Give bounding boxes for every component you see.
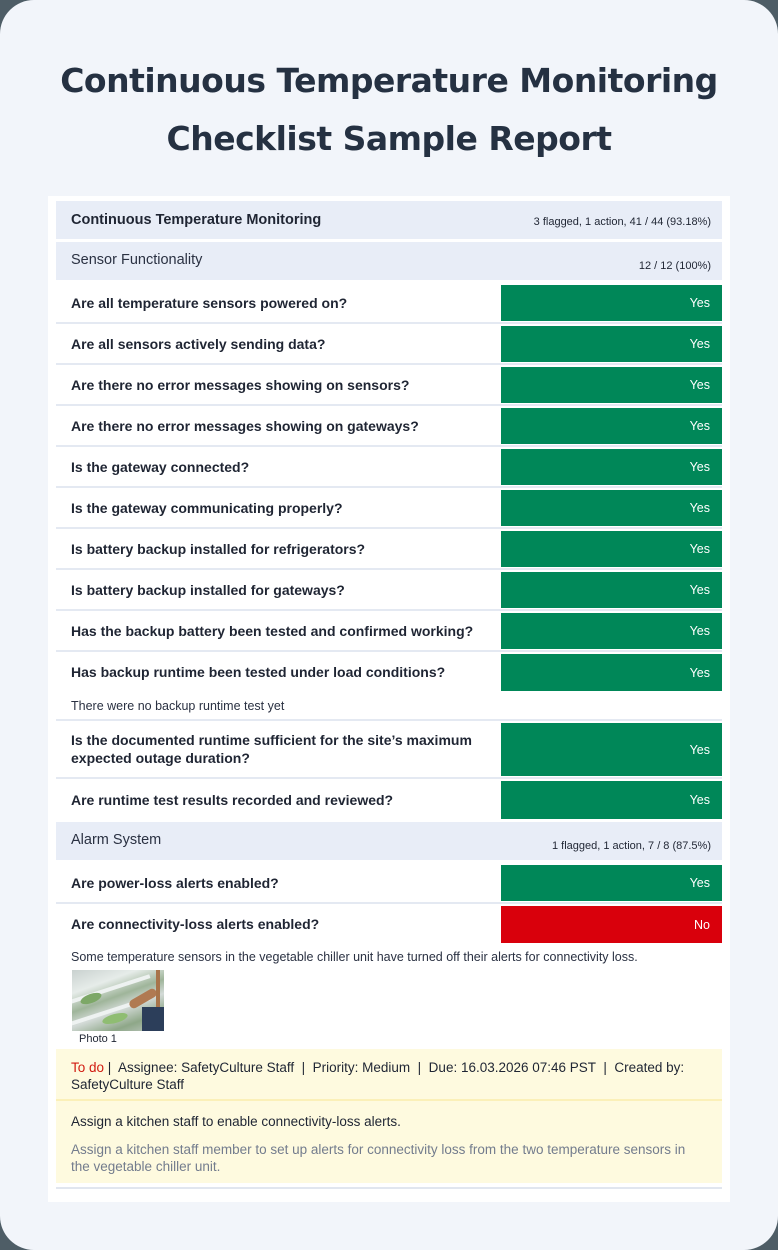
checklist-row [56, 406, 722, 447]
answer-yes[interactable]: Yes [501, 449, 722, 485]
checklist-row [56, 570, 722, 611]
checklist-row [56, 447, 722, 488]
section-header-alarm-system [56, 822, 722, 860]
answer-yes[interactable]: Yes [501, 613, 722, 649]
answer-yes[interactable]: Yes [501, 781, 722, 819]
report-title: Continuous Temperature Monitoring [71, 212, 322, 228]
question: Are all sensors actively sending data? [71, 335, 326, 352]
answer-yes[interactable]: Yes [501, 723, 722, 776]
checklist-row [56, 863, 722, 904]
question: Is the documented runtime sufficient for the site’s maximum expected outage duration? [71, 732, 472, 766]
answer-no[interactable]: No [501, 906, 722, 943]
photo-thumbnail[interactable] [72, 970, 164, 1031]
report-body [48, 196, 730, 1202]
answer-yes[interactable]: Yes [501, 865, 722, 901]
report-summary: 3 flagged, 1 action, 41 / 44 (93.18%) [533, 216, 711, 228]
question: Is battery backup installed for refrigerators? [71, 540, 366, 557]
question: Are connectivity-loss alerts enabled? [71, 916, 320, 932]
action-description: Assign a kitchen staff member to set up alerts for connectivity loss from the two temperature sensors in the vegetable chiller unit. [71, 1142, 686, 1174]
section-title: Alarm System [71, 832, 162, 848]
answer-yes[interactable]: Yes [501, 285, 722, 321]
answer-yes[interactable]: Yes [501, 408, 722, 444]
answer-yes[interactable]: Yes [501, 654, 722, 691]
answer-yes[interactable]: Yes [501, 490, 722, 526]
checklist-row [56, 904, 722, 944]
item-note: There were no backup runtime test yet [56, 692, 722, 721]
photo-container [56, 968, 722, 1031]
question: Is the gateway connected? [71, 458, 250, 475]
question: Has the backup battery been tested and confirmed working? [71, 622, 474, 639]
page-title: Continuous Temperature Monitoring Checklist Sample Report [60, 61, 718, 158]
divider [56, 1187, 722, 1189]
checklist-row [56, 529, 722, 570]
answer-yes[interactable]: Yes [501, 572, 722, 608]
action-card[interactable] [56, 1049, 722, 1183]
checklist-row [56, 652, 722, 692]
checklist-row [56, 779, 722, 820]
question: Has backup runtime been tested under load conditions? [71, 664, 446, 680]
question: Are runtime test results recorded and reviewed? [71, 791, 394, 808]
action-meta [56, 1049, 722, 1101]
section-summary: 1 flagged, 1 action, 7 / 8 (87.5%) [552, 840, 711, 852]
question: Are all temperature sensors powered on? [71, 294, 348, 311]
question: Is the gateway communicating properly? [71, 499, 343, 516]
section-summary: 12 / 12 (100%) [638, 260, 711, 272]
action-details: | Assignee: SafetyCulture Staff | Priority: Medium | Due: 16.03.2026 07:46 PST | Created by: SafetyCulture Staff [71, 1060, 688, 1092]
checklist-row [56, 365, 722, 406]
section-header-sensor-functionality [56, 242, 722, 280]
checklist-row [56, 324, 722, 365]
checklist-row [56, 488, 722, 529]
action-title: Assign a kitchen staff to enable connectivity-loss alerts. [71, 1114, 401, 1129]
answer-yes[interactable]: Yes [501, 326, 722, 362]
report-header [56, 201, 722, 239]
question: Is battery backup installed for gateways? [71, 581, 345, 598]
checklist-row [56, 283, 722, 324]
checklist-row [56, 721, 722, 779]
question: Are there no error messages showing on gateways? [71, 417, 419, 434]
answer-yes[interactable]: Yes [501, 367, 722, 403]
action-status: To do [71, 1060, 105, 1075]
question: Are there no error messages showing on sensors? [71, 376, 410, 393]
photo-caption: Photo 1 [79, 1033, 117, 1045]
checklist-row [56, 611, 722, 652]
item-note: Some temperature sensors in the vegetable chiller unit have turned off their alerts for connectivity loss. [71, 950, 638, 964]
section-title: Sensor Functionality [71, 252, 203, 268]
answer-yes[interactable]: Yes [501, 531, 722, 567]
question: Are power-loss alerts enabled? [71, 874, 279, 891]
